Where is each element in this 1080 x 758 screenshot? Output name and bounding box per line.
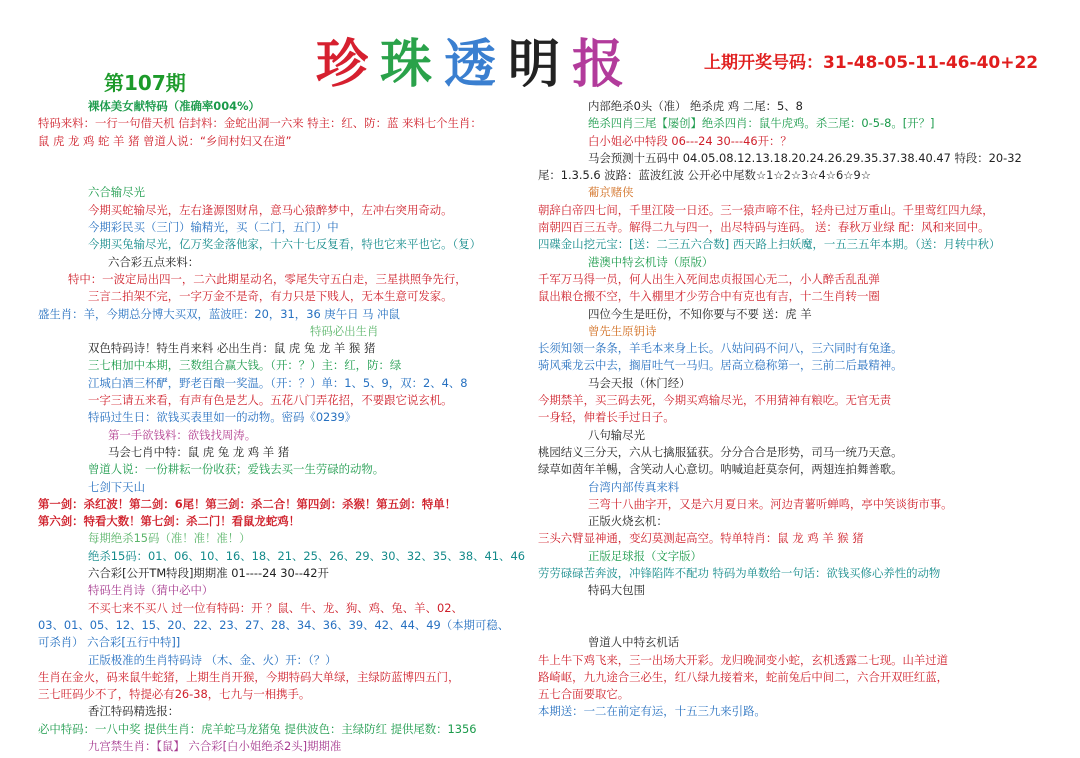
right-line: 马会预测十五码中 04.05.08.12.13.18.20.24.26.29.35.37.38.40.47 特段：20-32 [588, 150, 1022, 165]
right-line: 南朝四百三五寺。解得二九与四一，出尽特码与连码。 送：春秋万业绿 配：风和来回中。 [538, 220, 990, 235]
right-line: 五七合面要取它。 [538, 687, 630, 702]
left-line: 三言二拍架不完，一字万金不是奇，有力只是下贱人，无本生意可发家。 [88, 289, 453, 304]
left-line: 一字三请五来看，有声有色是艺人。五花八门弄花招，不要跟它说玄机。 [88, 393, 453, 408]
left-line: 正版极准的生肖特码诗 （木、金、火）开：（？） [88, 652, 337, 667]
right-line: 葡京赌侠 [588, 185, 634, 200]
page-title [316, 22, 636, 95]
left-line: 不买七来不买八 过一位有特码：开 ？鼠、牛、龙、狗、鸡、兔、羊、02、 [88, 600, 463, 615]
right-line: 三弯十八曲字开，又是六月夏日来。河边青薯听蝉鸣，亭中笑谈街市事。 [588, 496, 953, 511]
left-line: 第六剑：特看大数！第七剑：杀二门！看鼠龙蛇鸡！ [38, 514, 300, 529]
left-line: 六合彩[公开TM特段]期期准 01----24 30--42开 [88, 566, 329, 581]
left-line: 第一手欲钱料：欲钱找周涛。 [108, 427, 257, 442]
right-line: 牛上牛下鸡飞来，三一出场大开彩。龙归晚洞变小蛇，玄机透露二七现。山羊过道 [538, 652, 949, 667]
right-line: 绝杀四肖三尾【屡创】绝杀四肖：鼠牛虎鸡。杀三尾：0-5-8。[开？] [588, 116, 935, 131]
issue-number: 第107期 [104, 71, 186, 95]
left-line: 必中特码：一八中奖 提供生肖：虎羊蛇马龙猪兔 提供波色：主绿防红 提供尾数：1356 [38, 721, 477, 736]
left-line: 特码过生日：欲钱买表里如一的动物。密码《0239》 [88, 410, 357, 425]
left-line: 双色特码诗！特生肖来料 必出生肖：鼠 虎 兔 龙 羊 猴 猪 [88, 341, 376, 356]
title-char-4: 明 [508, 34, 567, 95]
left-line: 特码来料：一行一句借天机 信封料：金蛇出洞一六来 特主：红、防：蓝 来料七个生肖： [38, 116, 482, 131]
right-line: 长须知领一条条，羊毛本来身上长。八姑问码不问八，三六同时有兔逢。 [538, 341, 903, 356]
right-line: 鼠出粮仓搬不空，牛入棚里才少劳合中有克也有吉，十二生肖转一圈 [538, 289, 880, 304]
left-line: 三七旺码少不了，特提必有26-38，七九与一相携手。 [38, 687, 311, 702]
left-line [38, 150, 508, 167]
left-line: 第一剑：杀红波！第二剑：6尾！第三剑：杀二合！第四剑：杀猴！第五剑：特单！ [38, 496, 456, 511]
left-line: 裸体美女献特码（准确率004%） [88, 99, 260, 113]
left-line: 03、01、05、12、15、20、22、23、27、28、34、36、39、42、44、49（本期可稳、 [38, 617, 510, 632]
left-line: 曾道人说：一份耕耘一份收获；爱钱去买一生劳碌的动物。 [88, 462, 385, 477]
right-line: 绿草如茵年羊暢，含笑动人心意切。呐喊追赶莫奈何，两翅连拍舞善歌。 [538, 462, 903, 477]
left-line: 马会七肖中特：鼠 虎 兔 龙 鸡 羊 猪 [108, 444, 290, 459]
left-line [38, 167, 508, 184]
left-line: 盛生肖：羊，今期总分博大买双，蓝波旺：20，31，36 庚午日 马 冲鼠 [38, 306, 400, 321]
title-char-3: 透 [444, 34, 503, 95]
right-line: 台湾内部传真来料 [588, 479, 680, 494]
title-char-1: 珍 [316, 34, 375, 95]
right-line: 一身轻，伸着长手过日子。 [538, 410, 675, 425]
left-line: 七剑下天山 [88, 479, 145, 494]
left-line: 三七相加中本期，三数组合赢大钱。（开：？）主：红，防：绿 [88, 358, 402, 373]
right-line: 今期禁羊，买三码去死，今期买鸡输尽光，不用猜神有粮吃。无官无责 [538, 393, 892, 408]
right-line: 特码大包围 [588, 583, 645, 598]
right-line [538, 600, 1053, 617]
right-line: 八句输尽光 [588, 427, 645, 442]
right-line: 尾：1.3.5.6 波路：蓝波红波 公开必中尾数☆1☆2☆3☆4☆6☆9☆ [538, 168, 871, 183]
title-char-5: 报 [572, 34, 631, 95]
right-line: 千军万马得一员，何人出生入死间忠贞报国心无二，小人醉舌乱乱弹 [538, 271, 880, 286]
right-line [538, 617, 1053, 634]
right-line: 朝辞白帝四七间，千里江陵一日还。三一猿声啼不住，轻舟已过万重山。千里莺红四九绿， [538, 202, 994, 217]
left-line: 每期绝杀15码（准！准！准！） [88, 531, 251, 546]
right-line: 港澳中特玄机诗（原版） [588, 254, 714, 269]
right-line: 马会天报（休门经） [588, 375, 691, 390]
left-line: 六合输尽光 [88, 185, 145, 200]
right-line: 白小姐必中特段 06---24 30---46开：？ [588, 133, 792, 148]
left-line: 可杀肖） 六合彩[五行中特]] [38, 635, 181, 650]
left-line: 六合彩五点来料： [108, 254, 200, 269]
right-line: 三头六臂显神通，变幻莫测起高空。特单特肖：鼠 龙 鸡 羊 猴 猪 [538, 531, 864, 546]
left-line: 鼠 虎 龙 鸡 蛇 羊 猪 曾道人说：“乡间村妇又在道” [38, 133, 292, 148]
left-line: 特码必出生肖 [310, 323, 379, 338]
left-line: 香江特码精选报： [88, 704, 180, 719]
right-line: 四碟金山挖元宝：[送：二三五六合数] 西天路上扫妖魔，一五三五年本期。（送：月转中秋） [538, 237, 1001, 252]
left-line: 今期买兔输尽光，亿万奖金落他家，十六十七反复看，特也它来平也它。（复） [88, 237, 481, 252]
left-line: 江城白酒三杯酽，野老百酿一奖温。（开：？）单：1、5、9，双：2、4、8 [88, 375, 468, 390]
left-line: 生肖在金火，码来鼠牛蛇猪，上期生肖开猴，今期特码大单绿，主绿防蓝博四五门， [38, 669, 460, 684]
right-column [538, 98, 1053, 721]
right-line: 正版火烧玄机： [588, 514, 668, 529]
left-line: 绝杀15码：01、06、10、16、18、21、25、26、29、30、32、35、38、41、46 [88, 548, 525, 563]
left-column [38, 98, 525, 755]
right-line: 正版足球报（文字版） [588, 548, 702, 563]
right-line: 本期送：一二在前定有运，十五三九来引路。 [538, 704, 766, 719]
right-line: 路崎岖，九九途合三必生，红八绿九接着来，蛇前兔后中间二，六合开双旺红蓝， [538, 669, 949, 684]
title-char-2: 珠 [380, 34, 439, 95]
left-line: 九宫禁生肖：【鼠】 六合彩[白小姐绝杀2头]期期准 [88, 738, 342, 753]
left-line: 特中：一波定局出四一，二六此期星动名，零尾失守五白走，三星拱照争先行， [68, 271, 467, 286]
left-line: 今期彩民买（三门）输精光，买（二门，五门）中 [88, 220, 339, 235]
right-line: 劳劳碌碌苦奔波，冲锋陷阵不配功 特码为单数给一句话：欲钱买修心养性的动物 [538, 566, 941, 581]
right-line: 桃园结义三分天，六从七擒服猛获。分分合合是形势，司马一统乃天意。 [538, 444, 903, 459]
left-line: 今期买蛇输尽光，左右逢源图财帛，意马心猿醉梦中，左冲右突用奇动。 [88, 202, 453, 217]
right-line: 曾先生原钥诗 [588, 323, 657, 338]
right-line: 四位今生是旺份，不知你要与不要 送：虎 羊 [588, 306, 812, 321]
right-line: 曾道人中特玄机话 [588, 635, 680, 650]
right-line: 骑风乘龙云中去，搁眉吐气一马归。居高立稳称第一，三前二后最精神。 [538, 358, 903, 373]
previous-draw-numbers: 上期开奖号码：31-48-05-11-46-40+22 [704, 53, 1039, 73]
right-line: 内部绝杀0头（准） 绝杀虎 鸡 二尾：5、8 [588, 99, 803, 113]
left-line: 特码生肖诗（猜中必中） [88, 583, 214, 598]
